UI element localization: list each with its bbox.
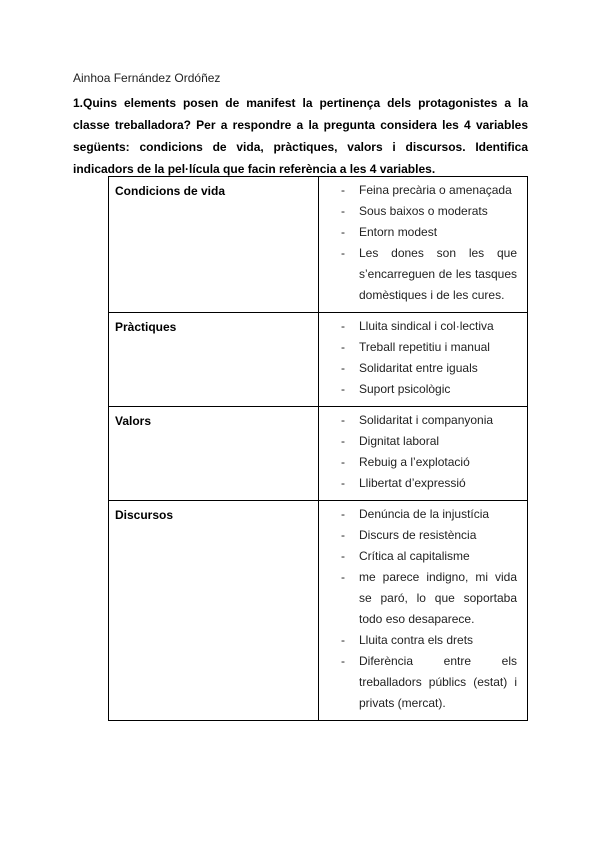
list-item: - Solidaritat i companyonia <box>319 410 517 431</box>
list-item: - Solidaritat entre iguals <box>319 358 517 379</box>
table-row <box>109 177 528 313</box>
list-item: - Rebuig a l’explotació <box>319 452 517 473</box>
row-indicators <box>319 177 528 313</box>
question-text <box>73 92 528 180</box>
list-item: - Treball repetitiu i manual <box>319 337 517 358</box>
row-label: Pràctiques <box>109 313 319 407</box>
table-row <box>109 313 528 407</box>
row-label: Condicions de vida <box>109 177 319 313</box>
list-item: - Crítica al capitalisme <box>319 546 517 567</box>
list-item: - Diferència entre els treballadors públics (estat) i privats (mercat). <box>319 651 517 714</box>
list-item: - Feina precària o amenaçada <box>319 180 517 201</box>
author-name: Ainhoa Fernández Ordóñez <box>73 71 221 85</box>
row-indicators <box>319 313 528 407</box>
list-item: - Les dones son les que s’encarreguen de les tasques domèstiques i de les cures. <box>319 243 517 306</box>
list-item: - Suport psicològic <box>319 379 517 400</box>
list-item: - Llibertat d’expressió <box>319 473 517 494</box>
variables-table <box>108 176 528 721</box>
list-item: - Lluita contra els drets <box>319 630 517 651</box>
list-item: - Lluita sindical i col·lectiva <box>319 316 517 337</box>
list-item: - Entorn modest <box>319 222 517 243</box>
row-indicators <box>319 407 528 501</box>
table-row <box>109 407 528 501</box>
list-item: - Discurs de resistència <box>319 525 517 546</box>
question-paragraph: 1.Quins elements posen de manifest la pertinença dels protagonistes a la classe treballadora? Per a respondre a la pregunta considera les 4 variables següents: condicions de vida, pràctiques, valors i discursos. Identifica indicadors de la pel·lícula que facin referència a les 4 variables. <box>73 96 528 176</box>
row-label: Valors <box>109 407 319 501</box>
table-row <box>109 501 528 721</box>
list-item: - Dignitat laboral <box>319 431 517 452</box>
row-indicators <box>319 501 528 721</box>
list-item: - me parece indigno, mi vida se paró, lo que soportaba todo eso desaparece. <box>319 567 517 630</box>
row-label: Discursos <box>109 501 319 721</box>
list-item: - Sous baixos o moderats <box>319 201 517 222</box>
list-item: - Denúncia de la injustícia <box>319 504 517 525</box>
